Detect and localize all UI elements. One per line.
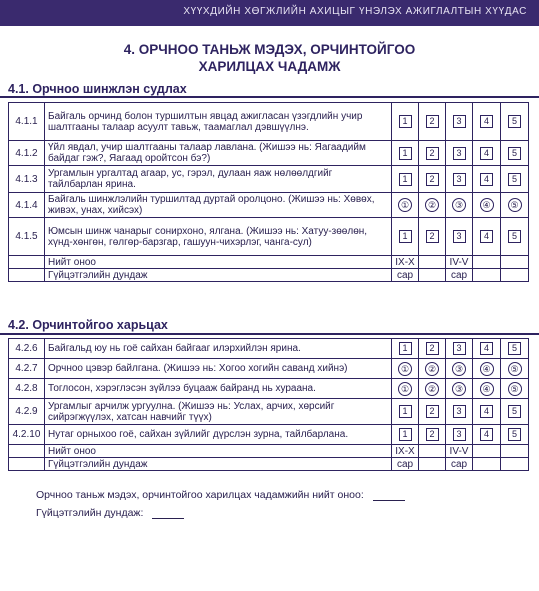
section-4-1-divider <box>0 96 539 98</box>
score-cell <box>446 193 473 218</box>
score-option-circle[interactable]: ⑤ <box>508 198 522 212</box>
score-option-box[interactable]: 2 <box>426 428 439 441</box>
item-description: Байгаль орчинд болон туршилтын явцад ажигласан үзэгдлийн учир шалтгааны талаар асуулт тавьж, таамаглал дэвшүүлнэ. <box>45 103 392 141</box>
period-spring: IV-V <box>446 256 473 269</box>
table-row <box>9 359 529 379</box>
table-row <box>9 218 529 256</box>
score-cell <box>473 339 501 359</box>
score-option-circle[interactable]: ① <box>398 382 412 396</box>
footer-total-blank[interactable] <box>373 490 405 501</box>
score-cell <box>446 103 473 141</box>
score-option-circle[interactable]: ③ <box>452 382 466 396</box>
score-cell <box>419 379 446 399</box>
score-cell <box>446 425 473 445</box>
total-empty-cell <box>9 256 45 269</box>
score-option-circle[interactable]: ④ <box>480 382 494 396</box>
score-cell <box>392 359 419 379</box>
score-cell-empty[interactable] <box>419 256 446 269</box>
score-cell <box>419 141 446 166</box>
footer-total <box>36 489 405 501</box>
score-cell <box>392 141 419 166</box>
score-option-box[interactable]: 4 <box>480 147 493 160</box>
page-title-line2: ХАРИЛЦАХ ЧАДАМЖ <box>198 59 341 74</box>
score-option-circle[interactable]: ② <box>425 382 439 396</box>
score-cell <box>473 425 501 445</box>
score-cell <box>473 166 501 193</box>
score-cell-empty[interactable] <box>473 445 501 458</box>
score-option-box[interactable]: 5 <box>508 173 521 186</box>
score-cell-empty[interactable] <box>419 458 446 471</box>
score-cell <box>419 193 446 218</box>
total-label: Нийт оноо <box>45 256 392 269</box>
score-option-box[interactable]: 4 <box>480 230 493 243</box>
period-unit: сар <box>446 458 473 471</box>
score-cell <box>419 218 446 256</box>
score-option-box[interactable]: 5 <box>508 115 521 128</box>
period-spring: IV-V <box>446 445 473 458</box>
table-row <box>9 166 529 193</box>
score-cell <box>446 166 473 193</box>
score-cell <box>446 339 473 359</box>
total-label: Нийт оноо <box>45 445 392 458</box>
score-option-box[interactable]: 3 <box>453 147 466 160</box>
item-description: Үйл явдал, учир шалтгааны талаар лавлана. (Жишээ нь: Яагаадийм байдаг гэж?, Яагаад оройтсон бэ?) <box>45 141 392 166</box>
score-option-box[interactable]: 3 <box>453 428 466 441</box>
section-4-2-divider <box>0 333 539 335</box>
period-unit: сар <box>392 269 419 282</box>
score-cell <box>392 379 419 399</box>
item-description: Нутаг орныхоо гоё, сайхан зүйлийг дүрслэн зурна, тайлбарлана. <box>45 425 392 445</box>
table-row <box>9 103 529 141</box>
score-option-circle[interactable]: ⑤ <box>508 382 522 396</box>
item-number: 4.2.8 <box>9 379 45 399</box>
score-cell-empty[interactable] <box>419 269 446 282</box>
score-option-circle[interactable]: ① <box>398 362 412 376</box>
table-row <box>9 141 529 166</box>
section-4-1-title: 4.1. Орчноо шинжлэн судлах <box>8 82 187 96</box>
item-number: 4.1.2 <box>9 141 45 166</box>
score-option-box[interactable]: 4 <box>480 428 493 441</box>
score-option-box[interactable]: 1 <box>399 147 412 160</box>
item-number: 4.2.7 <box>9 359 45 379</box>
section-4-1-table <box>8 102 529 282</box>
score-cell <box>501 399 529 425</box>
score-cell <box>473 218 501 256</box>
score-cell <box>392 218 419 256</box>
score-cell <box>473 103 501 141</box>
average-label: Гүйцэтгэлийн дундаж <box>45 269 392 282</box>
average-empty-cell <box>9 458 45 471</box>
score-option-box[interactable]: 3 <box>453 230 466 243</box>
item-description: Байгальд юу нь гоё сайхан байгааг илэрхийлэн ярина. <box>45 339 392 359</box>
score-option-box[interactable]: 2 <box>426 147 439 160</box>
score-cell <box>419 425 446 445</box>
table-row <box>9 379 529 399</box>
score-cell <box>501 193 529 218</box>
score-cell <box>392 425 419 445</box>
score-option-box[interactable]: 1 <box>399 230 412 243</box>
average-row <box>9 269 529 282</box>
score-option-box[interactable]: 5 <box>508 230 521 243</box>
score-cell-empty[interactable] <box>501 458 529 471</box>
score-option-box[interactable]: 2 <box>426 115 439 128</box>
score-cell <box>446 141 473 166</box>
period-autumn: IX-X <box>392 256 419 269</box>
score-option-box[interactable]: 2 <box>426 342 439 355</box>
score-cell <box>473 193 501 218</box>
score-option-circle[interactable]: ② <box>425 198 439 212</box>
average-label: Гүйцэтгэлийн дундаж <box>45 458 392 471</box>
score-option-box[interactable]: 2 <box>426 230 439 243</box>
total-row <box>9 445 529 458</box>
score-option-box[interactable]: 4 <box>480 405 493 418</box>
score-cell <box>501 218 529 256</box>
score-cell <box>473 359 501 379</box>
item-description: Юмсын шинж чанарыг сонирхоно, ялгана. (Жишээ нь: Хатуу-зөөлөн, хүнд-хөнгөн, гөлгөр-барзгар, гашуун-чихэрлэг, чанга-сул) <box>45 218 392 256</box>
score-cell <box>473 141 501 166</box>
item-number: 4.2.6 <box>9 339 45 359</box>
score-cell <box>446 399 473 425</box>
table-row <box>9 425 529 445</box>
page-title-line1: 4. ОРЧНОО ТАНЬЖ МЭДЭХ, ОРЧИНТОЙГОО <box>123 42 416 57</box>
score-cell <box>446 359 473 379</box>
score-cell <box>419 359 446 379</box>
header-banner <box>0 0 539 26</box>
score-option-box[interactable]: 5 <box>508 342 521 355</box>
score-option-box[interactable]: 1 <box>399 428 412 441</box>
score-option-box[interactable]: 3 <box>453 342 466 355</box>
item-description: Байгаль шинжлэлийн туршилтад дуртай оролцоно. (Жишээ нь: Хөвөх, живэх, унах, хийсэх) <box>45 193 392 218</box>
score-option-box[interactable]: 3 <box>453 173 466 186</box>
item-number: 4.2.9 <box>9 399 45 425</box>
item-description: Тоглосон, хэрэглэсэн зүйлээ буцааж байранд нь хураана. <box>45 379 392 399</box>
item-description: Ургамлыг арчилж ургуулна. (Жишээ нь: Услах, арчих, хөрсийг сийрэгжүүлэх, хатсан навчийг түүх) <box>45 399 392 425</box>
score-cell-empty[interactable] <box>501 256 529 269</box>
score-cell-empty[interactable] <box>419 445 446 458</box>
table-row <box>9 339 529 359</box>
section-4-2-table <box>8 338 529 471</box>
average-row <box>9 458 529 471</box>
score-option-circle[interactable]: ③ <box>452 198 466 212</box>
score-option-circle[interactable]: ① <box>398 198 412 212</box>
total-row <box>9 256 529 269</box>
score-option-box[interactable]: 2 <box>426 405 439 418</box>
score-cell <box>501 339 529 359</box>
banner-title: ХҮҮХДИЙН ХӨГЖЛИЙН АХИЦЫГ ҮНЭЛЭХ АЖИГЛАЛТЫН ХҮҮДАС <box>183 6 527 17</box>
score-cell-empty[interactable] <box>501 445 529 458</box>
score-option-box[interactable]: 1 <box>399 115 412 128</box>
score-option-box[interactable]: 4 <box>480 115 493 128</box>
item-number: 4.1.5 <box>9 218 45 256</box>
item-description: Ургамлын ургалтад агаар, ус, гэрэл, дулаан яаж нөлөөлдгийг тайлбарлан ярина. <box>45 166 392 193</box>
score-cell <box>419 103 446 141</box>
score-cell-empty[interactable] <box>473 256 501 269</box>
item-number: 4.1.3 <box>9 166 45 193</box>
average-empty-cell <box>9 269 45 282</box>
score-cell <box>392 193 419 218</box>
score-option-circle[interactable]: ② <box>425 362 439 376</box>
score-cell-empty[interactable] <box>473 458 501 471</box>
score-cell-empty[interactable] <box>501 269 529 282</box>
score-option-box[interactable]: 5 <box>508 428 521 441</box>
section-4-2-title: 4.2. Орчинтойгоо харьцах <box>8 318 168 332</box>
score-option-box[interactable]: 4 <box>480 173 493 186</box>
score-option-box[interactable]: 4 <box>480 342 493 355</box>
score-cell <box>501 141 529 166</box>
score-option-box[interactable]: 1 <box>399 405 412 418</box>
score-cell <box>419 399 446 425</box>
score-cell <box>446 218 473 256</box>
table-row <box>9 193 529 218</box>
score-cell <box>419 166 446 193</box>
item-number: 4.2.10 <box>9 425 45 445</box>
footer-average-label: Гүйцэтгэлийн дундаж: <box>36 507 144 519</box>
score-cell <box>501 166 529 193</box>
item-description: Орчноо цэвэр байлгана. (Жишээ нь: Хогоо хогийн саванд хийнэ) <box>45 359 392 379</box>
score-option-box[interactable]: 2 <box>426 173 439 186</box>
score-cell <box>473 399 501 425</box>
score-option-box[interactable]: 5 <box>508 147 521 160</box>
total-empty-cell <box>9 445 45 458</box>
item-number: 4.1.1 <box>9 103 45 141</box>
score-cell <box>419 339 446 359</box>
score-cell-empty[interactable] <box>473 269 501 282</box>
period-autumn: IX-X <box>392 445 419 458</box>
score-option-box[interactable]: 3 <box>453 405 466 418</box>
period-unit: сар <box>446 269 473 282</box>
score-option-box[interactable]: 5 <box>508 405 521 418</box>
footer-total-label: Орчноо таньж мэдэх, орчинтойгоо харилцах чадамжийн нийт оноо: <box>36 489 364 501</box>
score-option-circle[interactable]: ④ <box>480 198 494 212</box>
score-cell <box>446 379 473 399</box>
footer-average <box>36 507 184 519</box>
score-cell <box>392 339 419 359</box>
period-unit: сар <box>392 458 419 471</box>
score-option-circle[interactable]: ④ <box>480 362 494 376</box>
footer-average-blank[interactable] <box>152 508 184 519</box>
table-row <box>9 399 529 425</box>
score-cell <box>501 359 529 379</box>
score-cell <box>501 425 529 445</box>
score-option-circle[interactable]: ③ <box>452 362 466 376</box>
score-option-box[interactable]: 1 <box>399 342 412 355</box>
score-option-circle[interactable]: ⑤ <box>508 362 522 376</box>
score-option-box[interactable]: 3 <box>453 115 466 128</box>
score-cell <box>392 399 419 425</box>
score-cell <box>501 379 529 399</box>
score-cell <box>392 103 419 141</box>
item-number: 4.1.4 <box>9 193 45 218</box>
score-cell <box>392 166 419 193</box>
score-cell <box>501 103 529 141</box>
score-cell <box>473 379 501 399</box>
score-option-box[interactable]: 1 <box>399 173 412 186</box>
